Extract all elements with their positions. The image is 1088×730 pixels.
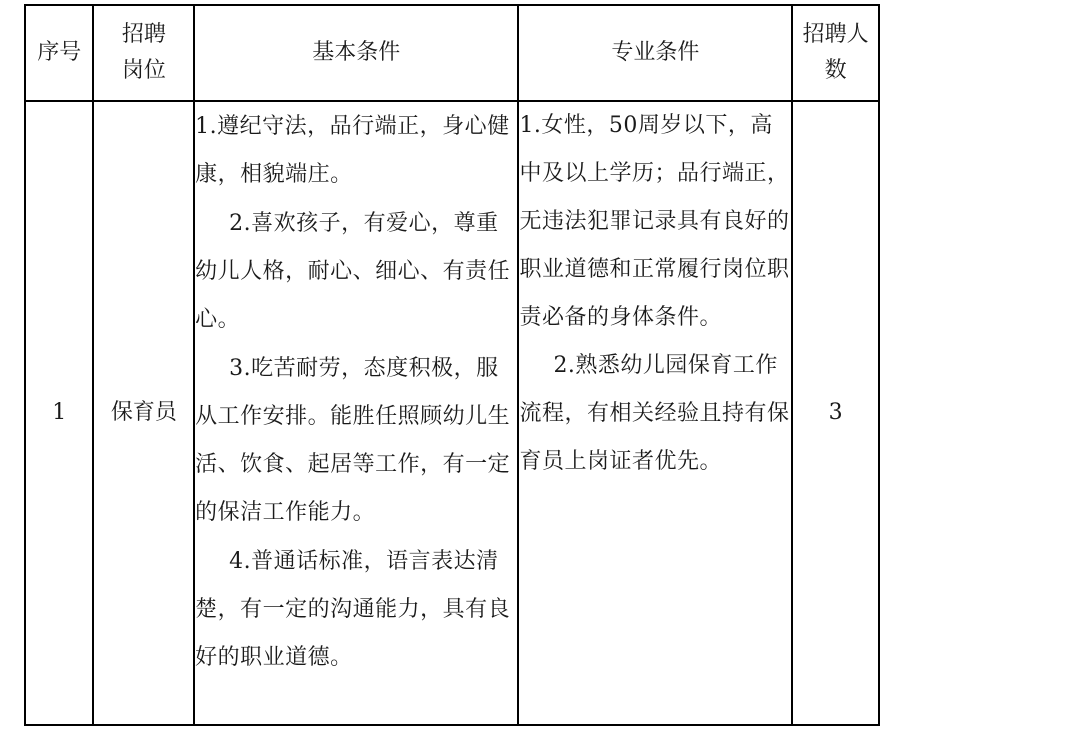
basic-condition-1: 1.遵纪守法，品行端正，身心健康，相貌端庄。 <box>195 114 510 187</box>
header-post <box>93 5 194 101</box>
header-count <box>792 5 879 101</box>
professional-condition-1: 1.女性，50周岁以下，高中及以上学历；品行端正，无违法犯罪记录具有良好的职业道德和正常履行岗位职责必备的身体条件。 <box>519 113 790 330</box>
cell-basic-conditions <box>194 101 518 725</box>
basic-condition-2: 2.喜欢孩子，有爱心，尊重幼儿人格，耐心、细心、有责任心。 <box>195 211 511 332</box>
header-count-line1: 招聘人 <box>802 22 869 47</box>
header-post-line2: 岗位 <box>121 58 166 83</box>
table-header-row <box>25 5 879 101</box>
basic-condition-4: 4.普通话标准，语言表达清楚，有一定的沟通能力，具有良好的职业道德。 <box>195 549 511 670</box>
header-post-line1: 招聘 <box>121 22 166 47</box>
cell-number: 1 <box>25 101 93 725</box>
professional-condition-2: 2.熟悉幼儿园保育工作流程，有相关经验且持有保育员上岗证者优先。 <box>519 353 790 474</box>
header-count-line2: 数 <box>824 58 847 83</box>
cell-professional-conditions <box>518 101 792 725</box>
cell-count: 3 <box>792 101 879 725</box>
header-basic-conditions: 基本条件 <box>194 5 518 101</box>
header-number: 序号 <box>25 5 93 101</box>
cell-post: 保育员 <box>93 101 194 725</box>
basic-condition-3: 3.吃苦耐劳，态度积极，服从工作安排。能胜任照顾幼儿生活、饮食、起居等工作，有一定的保洁工作能力。 <box>195 356 511 525</box>
recruitment-table <box>24 4 880 726</box>
header-professional-conditions: 专业条件 <box>518 5 792 101</box>
table-row <box>25 101 879 725</box>
